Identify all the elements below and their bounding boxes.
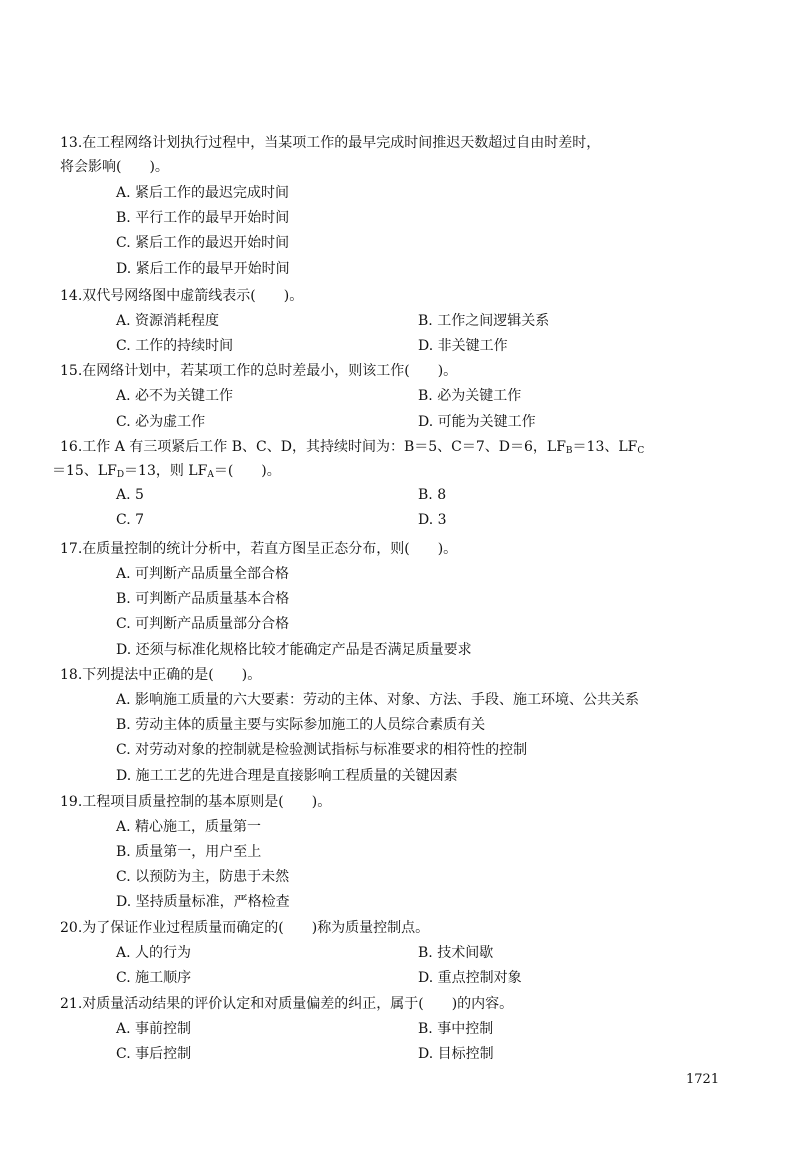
option-b: B. 工作之间逻辑关系	[418, 313, 550, 329]
option-c: C. 施工顺序	[116, 970, 192, 986]
option-d: D. 还须与标准化规格比较才能确定产品是否满足质量要求	[116, 642, 472, 658]
option-a: A. 事前控制	[116, 1021, 192, 1037]
option-c: C. 以预防为主，防患于未然	[116, 869, 290, 885]
subscript: A	[207, 470, 214, 480]
option-d: D. 可能为关键工作	[418, 414, 536, 430]
stem-text: ＝( )。	[213, 463, 281, 479]
question-stem: 21.对质量活动结果的评价认定和对质量偏差的纠正，属于( )的内容。	[60, 996, 514, 1012]
question-stem	[60, 436, 644, 456]
question-stem: 18.下列提法中正确的是( )。	[60, 667, 262, 683]
stem-text: 16.工作 A 有三项紧后工作 B、C、D，其持续时间为：B＝5、C＝7、D＝6，LF	[60, 439, 566, 455]
option-a: A. 资源消耗程度	[116, 313, 220, 329]
stem-text: ＝13，则 LF	[124, 463, 208, 479]
option-c: C. 可判断产品质量部分合格	[116, 616, 290, 632]
option-a: A. 紧后工作的最迟完成时间	[116, 185, 290, 201]
option-c: C. 对劳动对象的控制就是检验测试指标与标准要求的相符性的控制	[116, 742, 528, 758]
question-stem: 20.为了保证作业过程质量而确定的( )称为质量控制点。	[60, 920, 430, 936]
option-c: C. 工作的持续时间	[116, 338, 234, 354]
question-stem-continued	[52, 460, 281, 480]
subscript: B	[565, 446, 573, 456]
stem-text: ＝15、LF	[52, 463, 117, 479]
option-a: A. 必不为关键工作	[116, 388, 234, 404]
option-c: C. 必为虚工作	[116, 414, 206, 430]
option-c: C. 紧后工作的最迟开始时间	[116, 235, 290, 251]
option-a: A. 影响施工质量的六大要素：劳动的主体、对象、方法、手段、施工环境、公共关系	[116, 692, 640, 708]
option-b: B. 事中控制	[418, 1021, 494, 1037]
option-a: A. 精心施工，质量第一	[116, 819, 262, 835]
subscript: D	[116, 470, 125, 480]
option-c: C. 7	[116, 512, 145, 528]
question-stem-continued: 将会影响( )。	[60, 159, 169, 175]
option-a: A. 5	[116, 487, 144, 503]
question-stem: 19.工程项目质量控制的基本原则是( )。	[60, 794, 332, 810]
subscript: C	[637, 446, 645, 456]
option-d: D. 坚持质量标准，严格检查	[116, 894, 290, 910]
option-a: A. 可判断产品质量全部合格	[116, 566, 290, 582]
option-b: B. 劳动主体的质量主要与实际参加施工的人员综合素质有关	[116, 717, 486, 733]
page-number: 1721	[686, 1072, 720, 1087]
question-stem: 13.在工程网络计划执行过程中，当某项工作的最早完成时间推迟天数超过自由时差时，	[60, 135, 601, 151]
option-d: D. 目标控制	[418, 1046, 494, 1062]
option-a: A. 人的行为	[116, 945, 192, 961]
option-d: D. 非关键工作	[418, 338, 508, 354]
option-b: B. 必为关键工作	[418, 388, 522, 404]
option-b: B. 平行工作的最早开始时间	[116, 210, 290, 226]
option-d: D. 施工工艺的先进合理是直接影响工程质量的关键因素	[116, 768, 458, 784]
question-stem: 15.在网络计划中，若某项工作的总时差最小，则该工作( )。	[60, 363, 458, 379]
stem-text: ＝13、LF	[572, 439, 638, 455]
question-stem: 17.在质量控制的统计分析中，若直方图呈正态分布，则( )。	[60, 541, 458, 557]
option-b: B. 8	[418, 487, 447, 503]
option-b: B. 质量第一，用户至上	[116, 844, 262, 860]
option-d: D. 重点控制对象	[418, 970, 522, 986]
option-b: B. 可判断产品质量基本合格	[116, 591, 290, 607]
option-b: B. 技术间歇	[418, 945, 494, 961]
option-d: D. 紧后工作的最早开始时间	[116, 261, 290, 277]
question-stem: 14.双代号网络图中虚箭线表示( )。	[60, 288, 304, 304]
option-d: D. 3	[418, 512, 447, 528]
option-c: C. 事后控制	[116, 1046, 192, 1062]
